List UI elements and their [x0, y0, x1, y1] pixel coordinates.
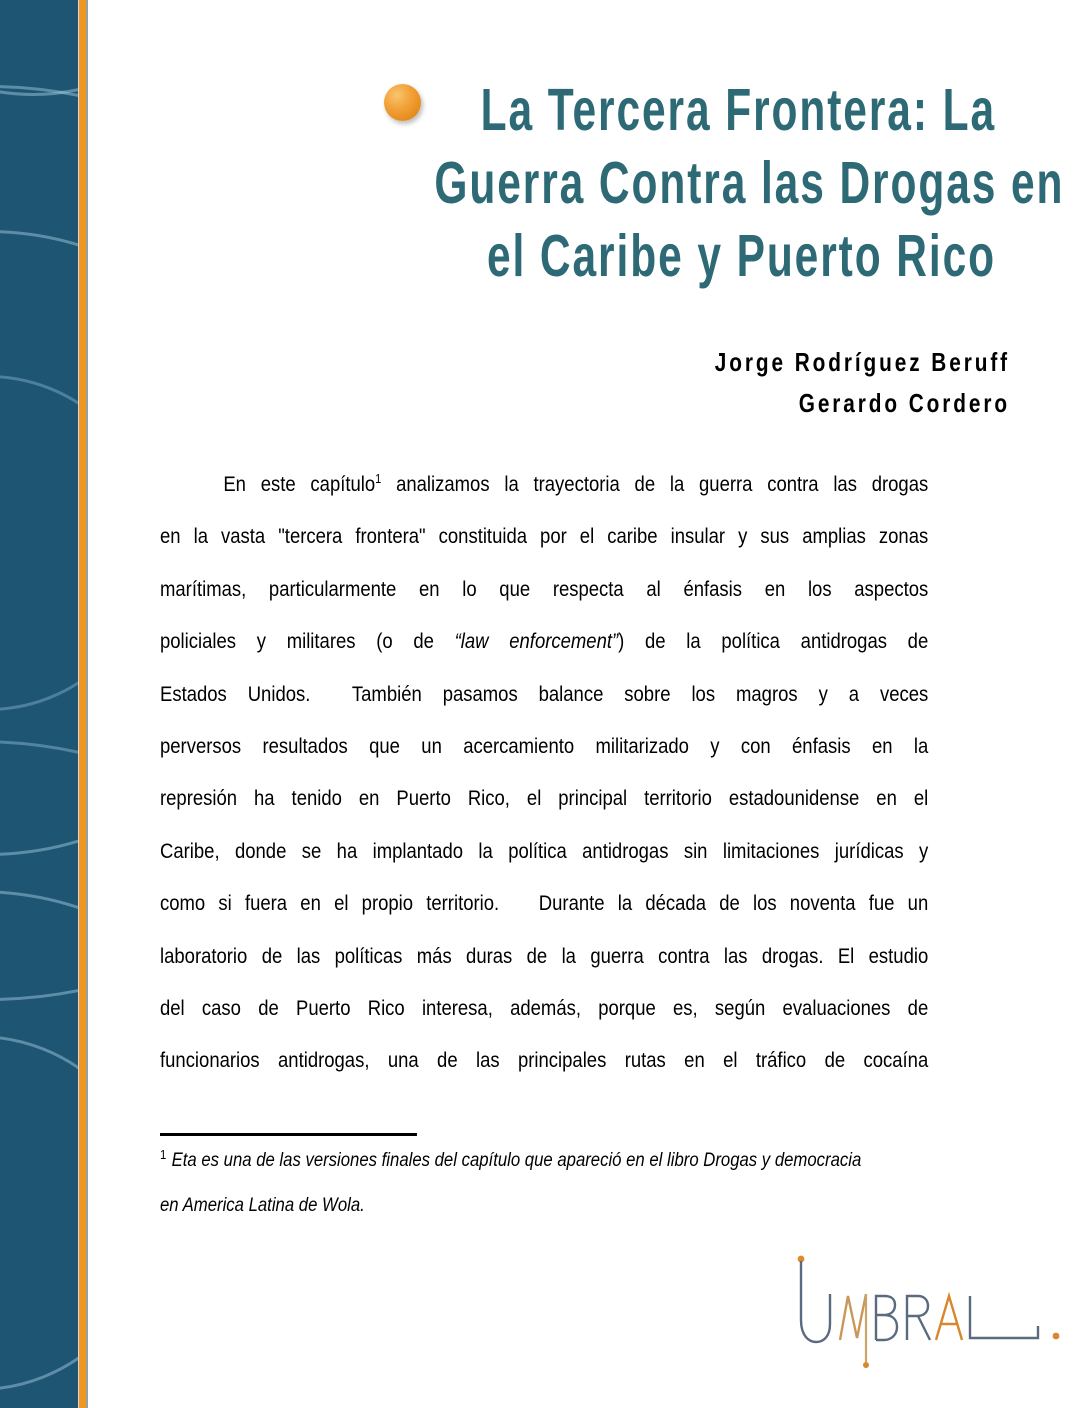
footnote: [160, 1133, 928, 1228]
author-name: Gerardo Cordero: [798, 388, 1010, 418]
title-line: Guerra Contra las Drogas en: [434, 150, 1065, 216]
footnote-text-segment: en America Latina de Wola.: [160, 1195, 365, 1216]
ripple-arc: [0, 0, 78, 96]
body-text-segment: marítimas, particularmente en lo que respecta al énfasis en los aspectos: [160, 577, 929, 601]
body-line: [160, 459, 928, 511]
body-text-segment: ) de la política antidrogas de: [618, 630, 929, 654]
body-line: [160, 721, 928, 773]
body-text-segment: analizamos la trayectoria de la guerra contra las drogas: [381, 473, 929, 496]
logo-letter-b: [876, 1296, 897, 1340]
footnote-reference: 1: [375, 472, 382, 486]
body-text-segment: perversos resultados que un acercamiento militarizado y con énfasis en la: [160, 735, 929, 759]
orange-accent-stripe: [79, 0, 88, 1408]
logo-dot-period: [1053, 1333, 1060, 1340]
body-line: [160, 511, 928, 563]
author-name: Jorge Rodríguez Beruff: [714, 347, 1010, 377]
body-line: [160, 983, 928, 1035]
title-line: La Tercera Frontera: La: [480, 77, 996, 143]
body-line: [160, 1035, 928, 1087]
footnote-line: [160, 1138, 928, 1183]
body-text-segment: en la vasta "tercera frontera" constituida por el caribe insular y sus amplias zonas: [160, 525, 929, 549]
logo-letter-r: [907, 1296, 930, 1340]
footnote-text: [160, 1138, 928, 1228]
body-text-segment: Caribe, donde se ha implantado la política antidrogas sin limitaciones jurídicas y: [160, 839, 929, 863]
body-line: [160, 826, 928, 878]
footnote-line: [160, 1183, 928, 1228]
body-line: [160, 616, 928, 668]
logo-letter-u: [801, 1261, 830, 1342]
body-text-segment: funcionarios antidrogas, una de las principales rutas en el tráfico de cocaína: [160, 1049, 929, 1073]
body-text-segment: laboratorio de las políticas más duras de la guerra contra las drogas. El estudio: [160, 944, 929, 968]
body-text-segment: “law enforcement”: [454, 630, 619, 654]
ripple-arc: [0, 740, 78, 1408]
ripple-arc: [0, 375, 78, 711]
logo-letter-m: [840, 1294, 866, 1340]
footnote-text-segment: Eta es una de las versiones finales del capítulo que apareció en el libro Drogas y democracia: [171, 1150, 862, 1171]
body-line: [160, 669, 928, 721]
body-text-segment: como si fuera en el propio territorio. Durante la década de los noventa fue un: [160, 892, 929, 916]
footnote-marker: 1: [160, 1146, 167, 1162]
title-line: el Caribe y Puerto Rico: [486, 223, 996, 289]
body-line: [160, 564, 928, 616]
body-text-segment: policiales y militares (o de: [160, 630, 455, 654]
body-text-segment: Estados Unidos. También pasamos balance sobre los magros y a veces: [160, 682, 929, 706]
footnote-separator-rule: [160, 1133, 417, 1136]
umbral-logo: [788, 1252, 1078, 1397]
body-paragraph: [160, 459, 928, 1088]
logo-dot-bottom: [863, 1362, 869, 1368]
body-text-segment: represión ha tenido en Puerto Rico, el principal territorio estadounidense en el: [160, 787, 929, 811]
left-sidebar: [0, 0, 78, 1408]
body-line: [160, 931, 928, 983]
page-title: [216, 74, 1065, 293]
logo-letter-a: [936, 1296, 962, 1340]
body-text-segment: del caso de Puerto Rico interesa, además, porque es, según evaluaciones de: [160, 997, 929, 1021]
body-line: [160, 773, 928, 825]
logo-letter-l: [970, 1296, 1038, 1338]
body-text-segment: En este capítulo: [223, 473, 376, 496]
author-byline: [450, 342, 1010, 424]
body-line: [160, 878, 928, 930]
